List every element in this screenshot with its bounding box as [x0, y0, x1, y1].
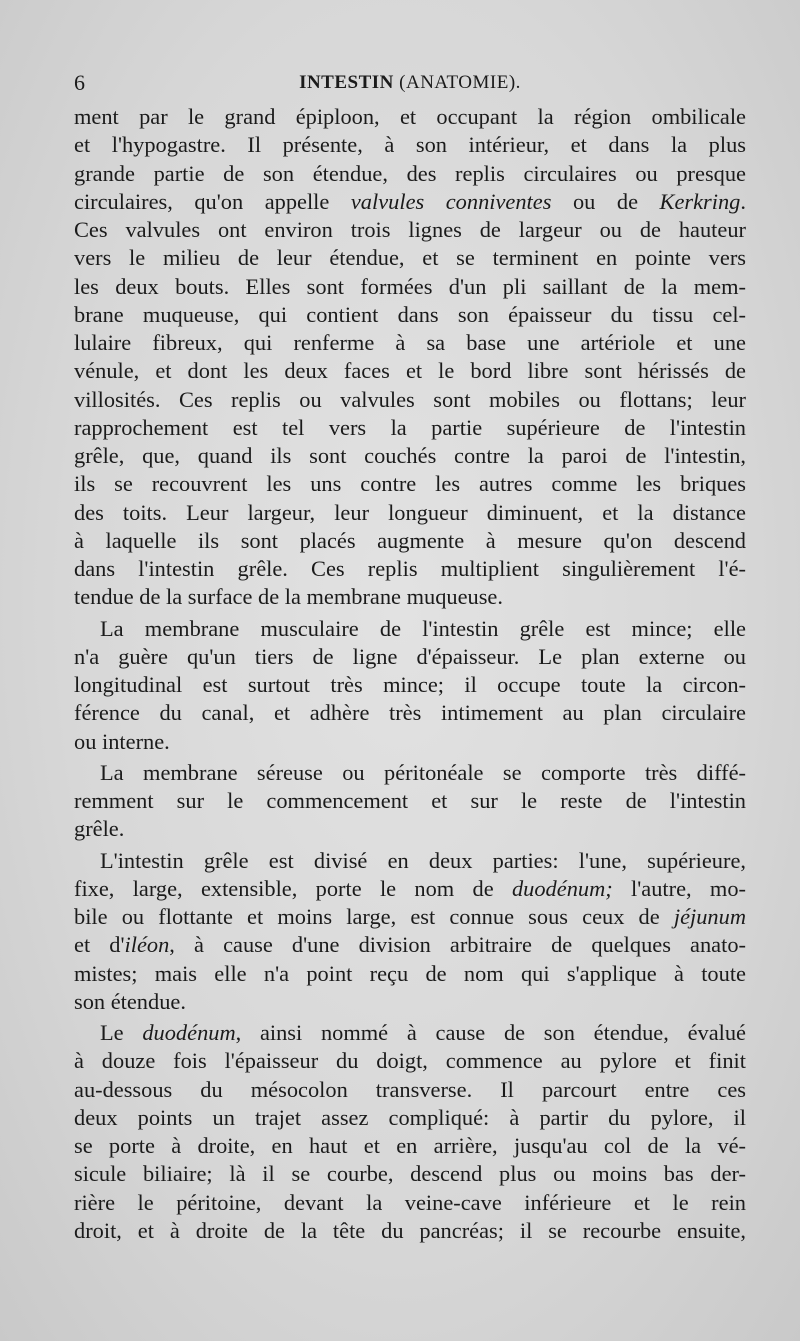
- text-line: grêle, que, quand ils sont couchés contre la paroi de l'intestin,: [74, 443, 746, 468]
- text-line: les deux bouts. Elles sont formées d'un pli saillant de la mem-: [74, 273, 746, 299]
- text-line: son étendue.: [74, 988, 186, 1014]
- text-line: et l'hypogastre. Il présente, à son intérieur, et dans la plus: [74, 132, 746, 158]
- text-line: lulaire fibreux, qui renferme à sa base une artériole et une: [74, 330, 746, 355]
- text-line: rière le péritoine, devant la veine-cave inférieure et le rein: [74, 1189, 746, 1215]
- text-line: n'a guère qu'un tiers de ligne d'épaisseur. Le plan externe ou: [74, 643, 746, 669]
- running-head-title: INTESTIN: [299, 72, 394, 93]
- text-line: sicule biliaire; là il se courbe, descend plus ou moins bas der-: [74, 1161, 746, 1187]
- text-line: L'intestin grêle est divisé en deux parties: l'une, supérieure,: [100, 847, 746, 873]
- italic-term: jéjunum: [673, 904, 746, 929]
- text-line: brane muqueuse, qui contient dans son épaisseur du tissu cel-: [74, 301, 746, 327]
- text-line: La membrane musculaire de l'intestin grêle est mince; elle: [100, 615, 746, 641]
- text-line: circulaires, qu'on appelle valvules conniventes ou de Kerkring.: [74, 188, 746, 214]
- text-line: fixe, large, extensible, porte le nom de duodénum; l'autre, mo-: [74, 875, 746, 901]
- text-line: bile ou flottante et moins large, est connue sous ceux de jéjunum: [74, 904, 746, 929]
- text-line: férence du canal, et adhère très intimement au plan circulaire: [74, 700, 746, 726]
- text-line: et d'iléon, à cause d'une division arbitraire de quelques anato-: [74, 932, 746, 958]
- text-line: mistes; mais elle n'a point reçu de nom qui s'applique à toute: [74, 960, 746, 986]
- text-line: ou interne.: [74, 728, 170, 754]
- text-line: grêle.: [74, 816, 125, 842]
- text-line: Le duodénum, ainsi nommé à cause de son étendue, évalué: [100, 1020, 746, 1045]
- text-line: tendue de la surface de la membrane muqueuse.: [74, 584, 503, 610]
- text-line: à douze fois l'épaisseur du doigt, commence au pylore et finit: [74, 1048, 746, 1074]
- running-head: [74, 72, 746, 94]
- text-line: longitudinal est surtout très mince; il occupe toute la circon-: [74, 672, 746, 697]
- text-line: vers le milieu de leur étendue, et se terminent en pointe vers: [74, 245, 746, 271]
- text-line: La membrane séreuse ou péritonéale se comporte très diffé-: [100, 759, 746, 785]
- text-line: deux points un trajet assez compliqué: à partir du pylore, il: [74, 1104, 746, 1130]
- italic-term: duodénum: [142, 1020, 236, 1045]
- text-line: droit, et à droite de la tête du pancréas; il se recourbe ensuite,: [74, 1217, 746, 1243]
- text-line: remment sur le commencement et sur le reste de l'intestin: [74, 788, 746, 813]
- text-line: à laquelle ils sont placés augmente à mesure qu'on descend: [74, 527, 746, 553]
- text-line: ils se recouvrent les uns contre les autres comme les briques: [74, 471, 746, 497]
- italic-term: valvules conniventes: [350, 188, 552, 214]
- page-number: 6: [74, 70, 85, 95]
- italic-term: Kerkring: [659, 188, 741, 214]
- text-line: au-dessous du mésocolon transverse. Il parcourt entre ces: [74, 1076, 746, 1102]
- text-line: vénule, et dont les deux faces et le bord libre sont hérissés de: [74, 358, 746, 384]
- running-head-subtitle: (ANATOMIE).: [399, 72, 521, 93]
- text-line: Ces valvules ont environ trois lignes de largeur ou de hauteur: [74, 217, 746, 242]
- text-line: villosités. Ces replis ou valvules sont mobiles ou flottans; leur: [74, 386, 746, 412]
- body-text: [74, 103, 746, 1245]
- italic-term: iléon: [124, 932, 170, 958]
- italic-term: duodénum;: [511, 875, 613, 901]
- text-line: des toits. Leur largeur, leur longueur diminuent, et la distance: [74, 499, 746, 525]
- text-line: rapprochement est tel vers la partie supérieure de l'intestin: [74, 414, 746, 440]
- text-line: grande partie de son étendue, des replis circulaires ou presque: [74, 160, 746, 186]
- text-line: se porte à droite, en haut et en arrière, jusqu'au col de la vé-: [74, 1133, 746, 1158]
- text-line: ment par le grand épiploon, et occupant la région ombilicale: [74, 104, 746, 129]
- text-line: dans l'intestin grêle. Ces replis multiplient singulièrement l'é-: [74, 556, 746, 581]
- page-header: [74, 70, 746, 100]
